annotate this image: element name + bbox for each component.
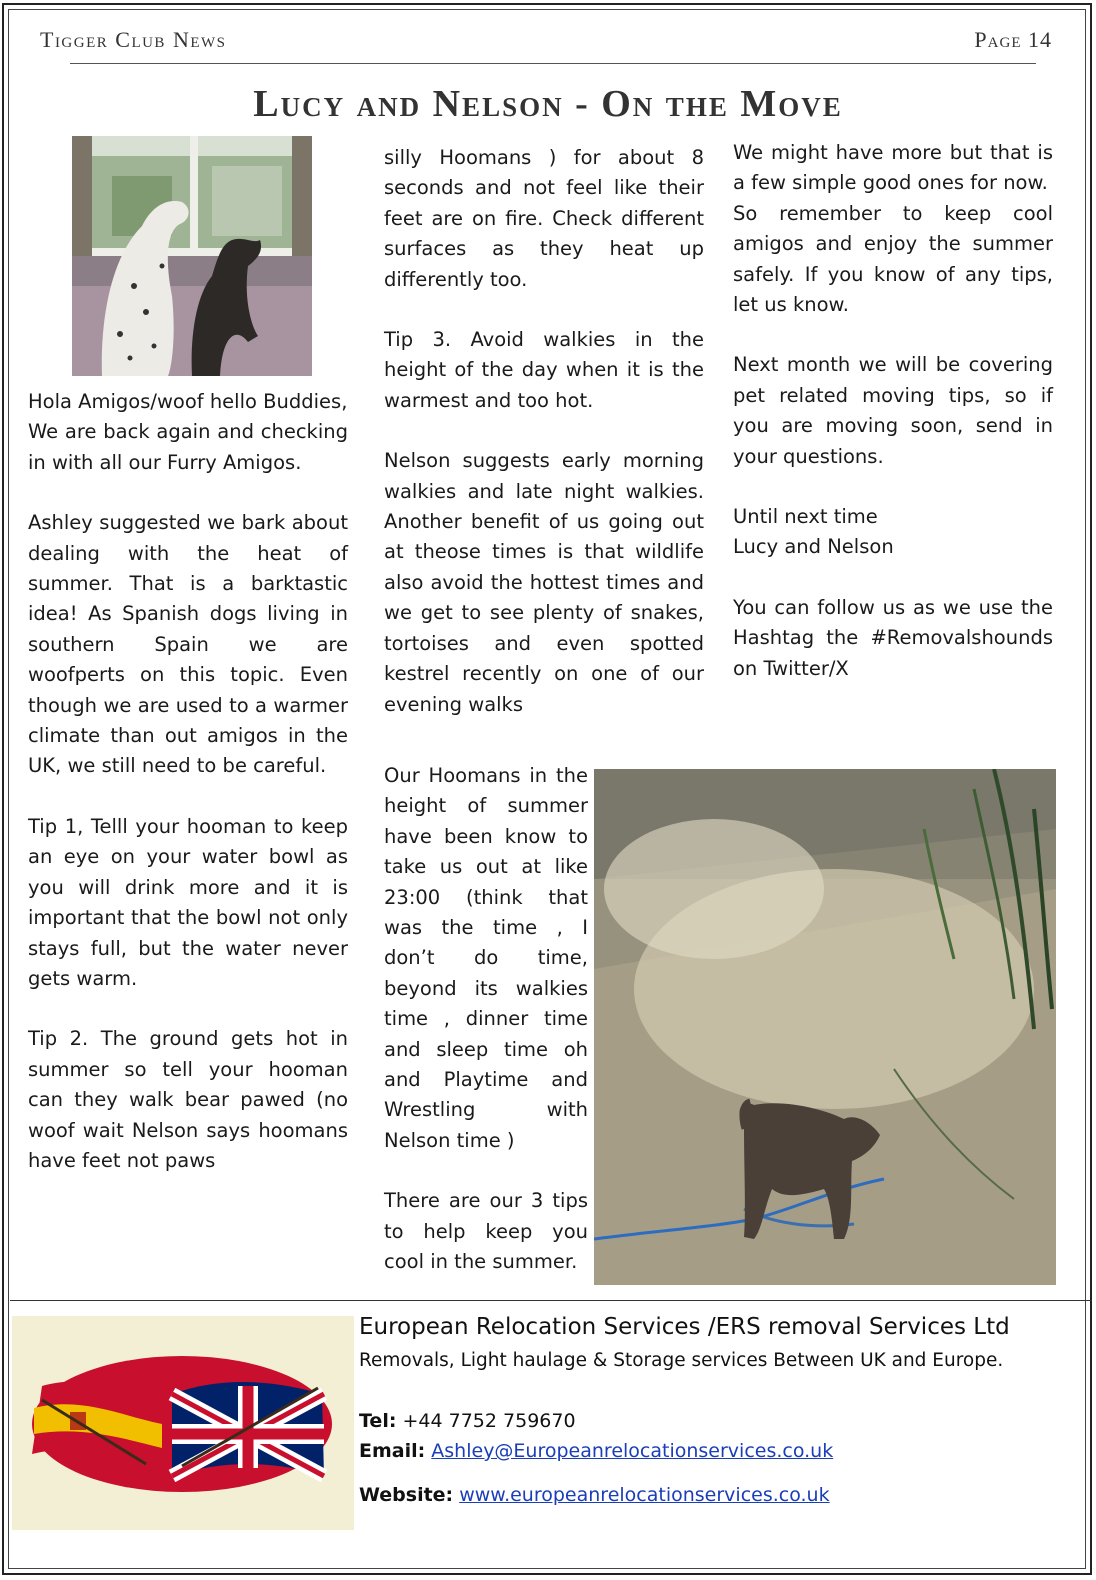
tip-2-paragraph: Tip 2. The ground gets hot in summer so tell your hooman can they walk bear pawed (no woof wait Nelson says hoomans have feet not paws: [28, 1027, 348, 1172]
website-label: Website:: [359, 1484, 454, 1506]
website-link[interactable]: www.europeanrelocationservices.co.uk: [459, 1484, 830, 1506]
tips-summary-paragraph: There are our 3 tips to help keep you cool in the summer.: [384, 1189, 588, 1274]
tip-2-continued-paragraph: silly Hoomans ) for about 8 seconds and not feel like their feet are on fire. Check different surfaces as they heat up differently too.: [384, 146, 704, 291]
email-label: Email:: [359, 1440, 426, 1462]
email-link[interactable]: Ashley@Europeanrelocationservices.co.uk: [431, 1440, 834, 1462]
article-column-3: [733, 138, 1053, 684]
article-column-2: [384, 143, 704, 720]
tel-label: Tel:: [359, 1410, 397, 1432]
next-month-paragraph: Next month we will be covering pet related moving tips, so if you are moving soon, send in your questions.: [733, 353, 1053, 468]
keep-cool-paragraph: We might have more but that is a few simple good ones for now. So remember to keep cool amigos and enjoy the summer safely. If you know of any tips, let us know.: [733, 141, 1053, 317]
footer-divider: [10, 1300, 1092, 1301]
ers-logo-graphic: [12, 1316, 354, 1530]
dog-water-illustration: [594, 769, 1056, 1285]
hashtag-paragraph: You can follow us as we use the Hashtag the #Removalshounds on Twitter/X: [733, 595, 1053, 680]
company-name: European Relocation Services /ERS removal Services Ltd: [359, 1314, 1010, 1340]
contact-website: [359, 1484, 830, 1506]
tel-value: +44 7752 759670: [402, 1410, 576, 1432]
dog-in-water-photo: [594, 769, 1056, 1285]
dogs-window-illustration: [72, 136, 312, 376]
header-divider: [70, 63, 1036, 64]
hoomans-paragraph: Our Hoomans in the height of summer have been know to take us out at like 23:00 (think that was the time , I don’t do time, beyond its walkies time , dinner time and sleep time oh and Playtime and Wrestling with Nelson time ): [384, 764, 588, 1152]
page-number: Page 14: [974, 27, 1052, 52]
greeting-paragraph: Hola Amigos/woof hello Buddies, We are back again and checking in with all our Furry Amigos.: [28, 390, 348, 474]
article-column-1: [28, 387, 348, 1176]
ers-logo: [12, 1316, 354, 1530]
article-column-2-lower: [384, 761, 588, 1278]
tip-3-paragraph: Tip 3. Avoid walkies in the height of the day when it is the warmest and too hot.: [384, 328, 704, 412]
tip-1-paragraph: Tip 1, Telll your hooman to keep an eye on your water bowl as you will drink more and it is important that the bowl not only stays full, but the water never gets warm.: [28, 814, 348, 990]
contact-email: [359, 1440, 833, 1462]
intro-paragraph: Ashley suggested we bark about dealing with the heat of summer. That is a barktastic idea! As Spanish dogs living in southern Spain we are woofperts on this topic. Even though we are used to a warmer climate than out amigos in the UK, we still need to be careful.: [28, 511, 348, 778]
nelson-suggestion-paragraph: Nelson suggests early morning walkies and late night walkies. Another benefit of us going out at theose times is that wildlife also avoid the hottest times and we get to see plenty of snakes, tortoises and even spotted kestrel recently on one of our evening walks: [384, 449, 704, 716]
article-title: Lucy and Nelson - On the Move: [253, 83, 843, 125]
newsletter-name: Tigger Club News: [40, 27, 227, 52]
sign-off-paragraph: Until next time Lucy and Nelson: [733, 505, 894, 559]
contact-telephone: [359, 1410, 576, 1432]
company-services: Removals, Light haulage & Storage services Between UK and Europe.: [359, 1350, 1004, 1371]
dogs-window-photo: [72, 136, 312, 376]
